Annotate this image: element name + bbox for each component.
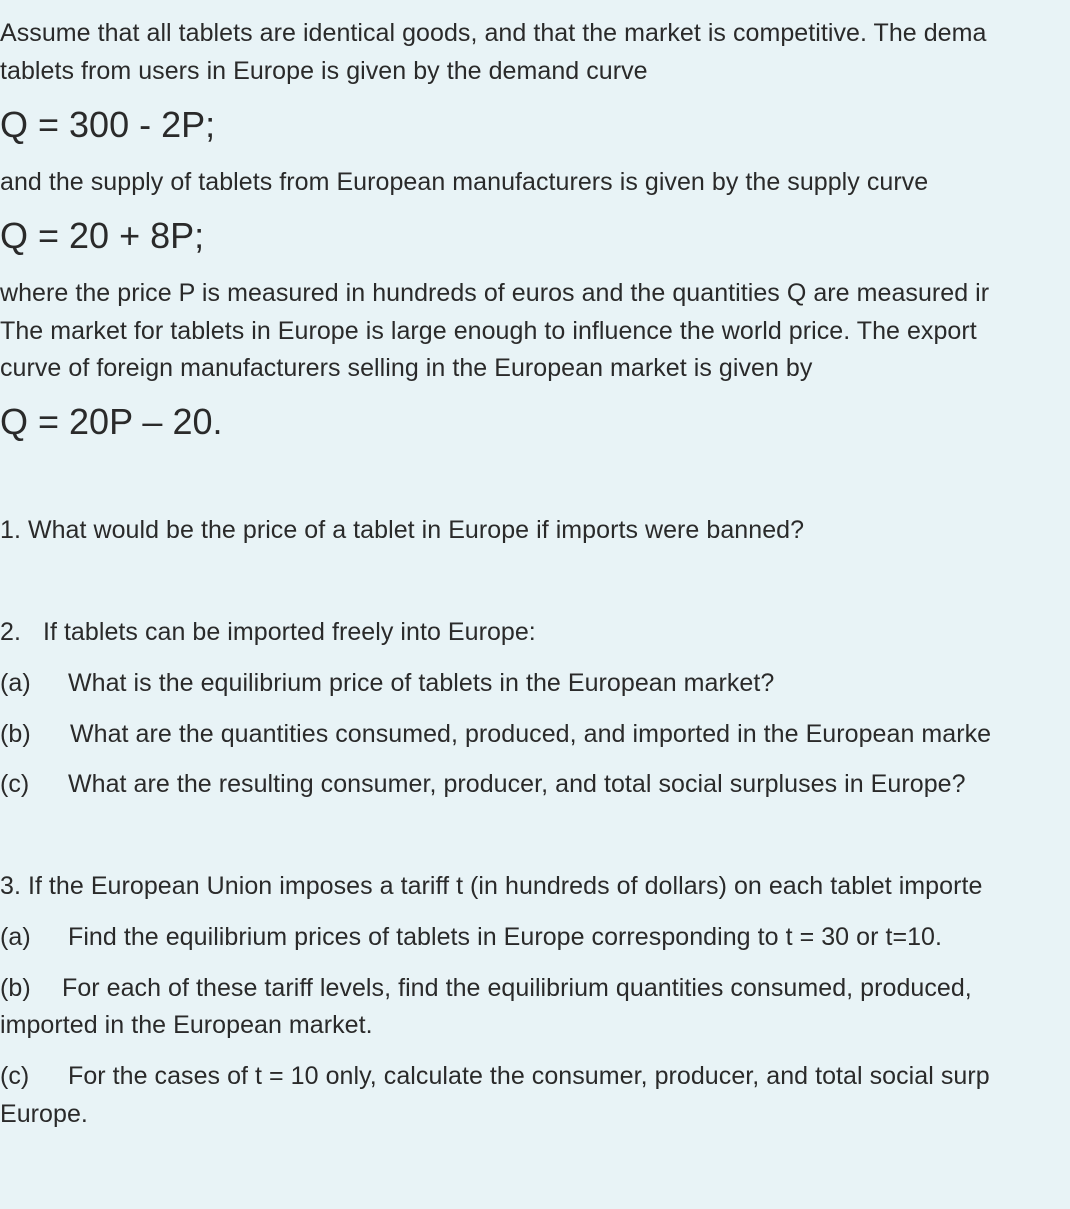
question-2-number: 2. bbox=[0, 618, 21, 646]
question-2c-text: What are the resulting consumer, producer, and total social surpluses in Europe? bbox=[68, 770, 966, 798]
question-3c-text: For the cases of t = 10 only, calculate the consumer, producer, and total social surp bbox=[68, 1062, 990, 1090]
question-3b-continued: imported in the European market. bbox=[0, 1011, 373, 1039]
question-3a bbox=[0, 922, 942, 952]
question-3b-text: For each of these tariff levels, find the equilibrium quantities consumed, produced, bbox=[62, 974, 972, 1002]
question-3c-continued: Europe. bbox=[0, 1100, 88, 1128]
question-2a bbox=[0, 668, 774, 698]
question-2-text: If tablets can be imported freely into Europe: bbox=[42, 618, 536, 646]
question-2a-text: What is the equilibrium price of tablets in the European market? bbox=[68, 669, 775, 697]
question-2c-tag: (c) bbox=[0, 770, 30, 798]
intro-line-2: tablets from users in Europe is given by the demand curve bbox=[0, 57, 648, 85]
demand-equation: Q = 300 - 2P; bbox=[0, 104, 216, 145]
question-2b-text: What are the quantities consumed, produced, and imported in the European marke bbox=[70, 720, 992, 748]
question-2a-tag: (a) bbox=[0, 669, 31, 697]
question-1: 1. What would be the price of a tablet in Europe if imports were banned? bbox=[0, 516, 805, 544]
question-3c-tag: (c) bbox=[0, 1062, 30, 1090]
question-2b-tag: (b) bbox=[0, 720, 31, 748]
question-2c bbox=[0, 769, 966, 799]
question-2b bbox=[0, 719, 991, 749]
export-text-line-2: The market for tablets in Europe is large enough to influence the world price. The export bbox=[0, 317, 977, 345]
question-3: 3. If the European Union imposes a tariff t (in hundreds of dollars) on each tablet importe bbox=[0, 872, 983, 900]
question-2 bbox=[0, 617, 536, 647]
intro-line-1: Assume that all tablets are identical goods, and that the market is competitive. The dema bbox=[0, 19, 987, 47]
question-3c bbox=[0, 1061, 990, 1091]
supply-text: and the supply of tablets from European manufacturers is given by the supply curve bbox=[0, 168, 929, 196]
question-3b-tag: (b) bbox=[0, 974, 31, 1002]
question-3b bbox=[0, 973, 972, 1003]
export-text-line-1: where the price P is measured in hundreds of euros and the quantities Q are measured ir bbox=[0, 279, 990, 307]
supply-equation: Q = 20 + 8P; bbox=[0, 215, 205, 256]
export-text-line-3: curve of foreign manufacturers selling in the European market is given by bbox=[0, 354, 813, 382]
question-3a-tag: (a) bbox=[0, 923, 31, 951]
question-3a-text: Find the equilibrium prices of tablets in Europe corresponding to t = 30 or t=10. bbox=[68, 923, 942, 951]
export-equation: Q = 20P – 20. bbox=[0, 401, 223, 442]
